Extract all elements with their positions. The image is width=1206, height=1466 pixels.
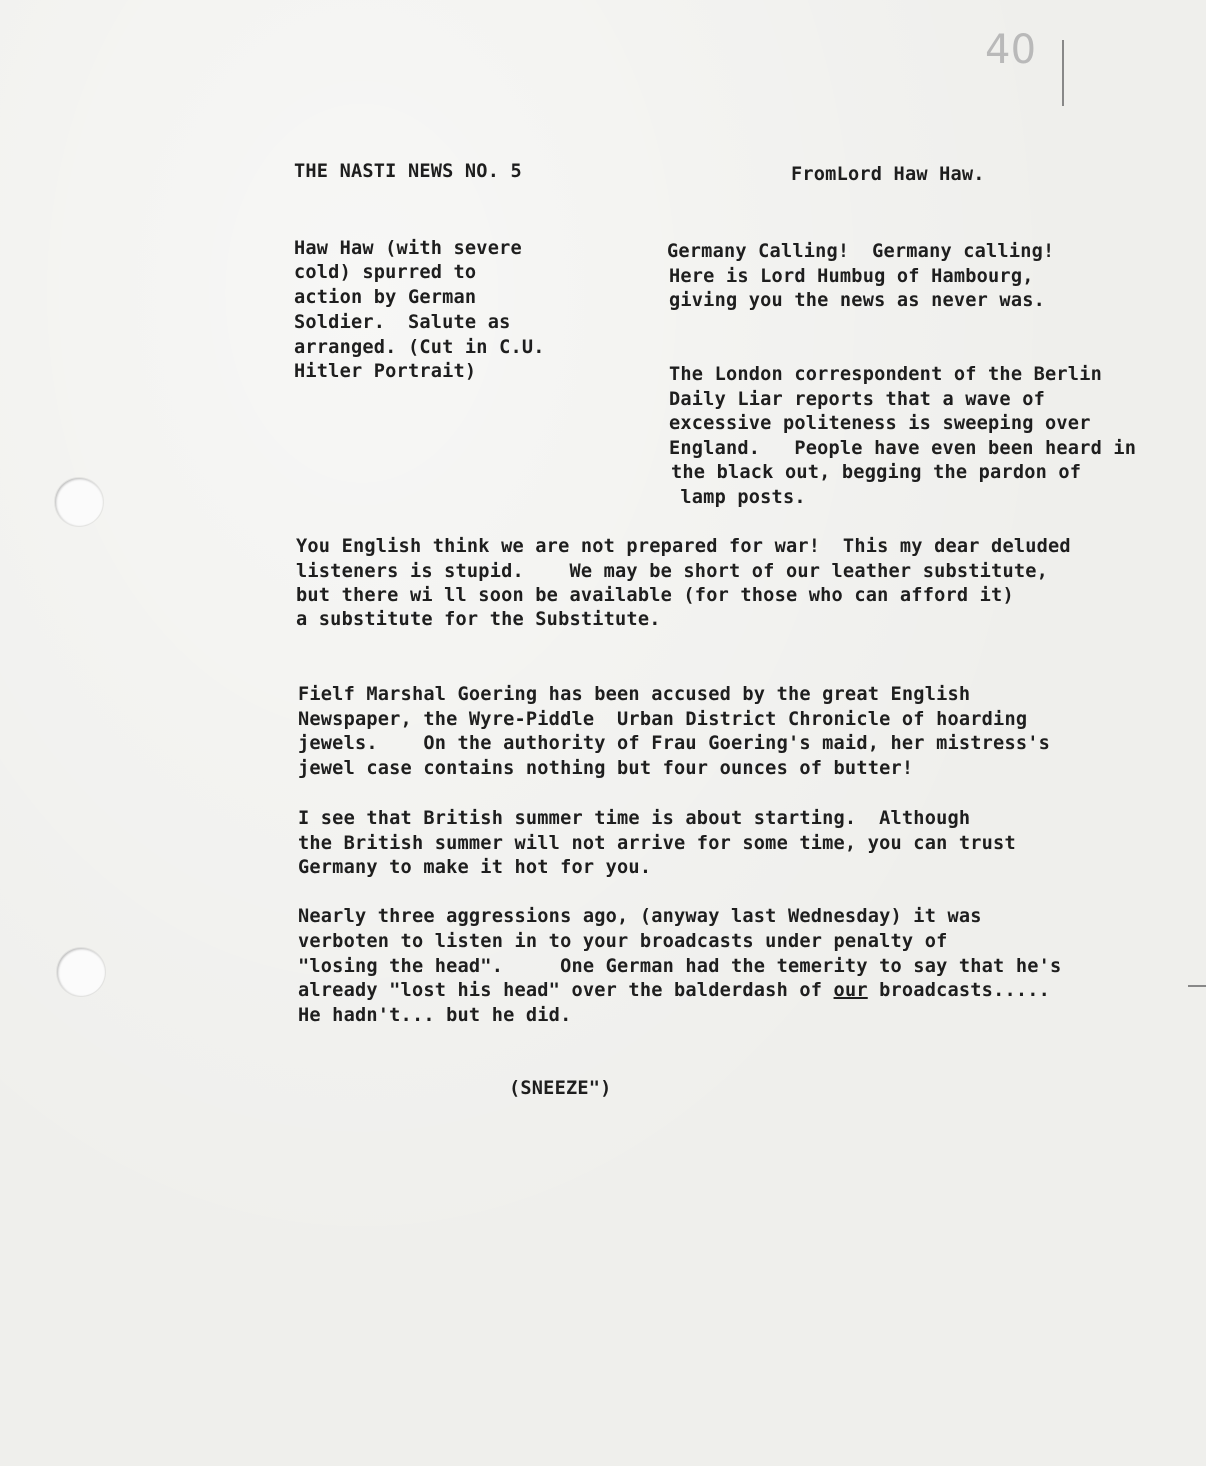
london-line: The London correspondent of the Berlin <box>669 364 1102 385</box>
closing-line: (SNEEZE") <box>509 1078 612 1099</box>
header-title: THE NASTI NEWS NO. 5 <box>294 161 522 182</box>
stage-direction-line: Soldier. Salute as <box>294 312 511 333</box>
war-line: a substitute for the Substitute. <box>296 609 661 630</box>
aggressions-line-text: broadcasts..... <box>867 980 1051 1001</box>
punch-hole-top <box>55 478 103 526</box>
stage-direction-line: action by German <box>294 287 477 308</box>
underlined-word: our <box>833 980 868 1001</box>
goering-line: Fielf Marshal Goering has been accused by the great English <box>298 684 971 705</box>
stage-direction-line: Haw Haw (with severe <box>294 238 522 259</box>
aggressions-line: verboten to listen in to your broadcasts under penalty of <box>298 931 948 952</box>
aggressions-line-text: already "lost his head" over the balderdash of <box>298 980 834 1001</box>
punch-hole-bottom <box>57 948 105 996</box>
london-line: Daily Liar reports that a wave of <box>669 389 1046 410</box>
stage-direction-line: arranged. (Cut in C.U. <box>294 337 545 358</box>
london-line: lamp posts. <box>669 487 806 508</box>
summer-line: Germany to make it hot for you. <box>298 857 652 878</box>
aggressions-line: Nearly three aggressions ago, (anyway last Wednesday) it was <box>298 906 982 927</box>
stage-direction-line: cold) spurred to <box>294 262 477 283</box>
goering-line: Newspaper, the Wyre-Piddle Urban District Chronicle of hoarding <box>298 709 1028 730</box>
london-line: excessive politeness is sweeping over <box>669 413 1091 434</box>
goering-line: jewel case contains nothing but four ounces of butter! <box>298 758 914 779</box>
goering-line: jewels. On the authority of Frau Goering's maid, her mistress's <box>298 733 1051 754</box>
war-line: You English think we are not prepared for war! This my dear deluded <box>296 536 1071 557</box>
right-edge-mark <box>1188 985 1206 987</box>
summer-line: the British summer will not arrive for some time, you can trust <box>298 833 1016 854</box>
london-line: England. People have even been heard in <box>669 438 1137 459</box>
intro-line: Germany Calling! Germany calling! <box>667 241 1055 262</box>
aggressions-line <box>298 979 1050 1004</box>
header-from: FromLord Haw Haw. <box>791 164 985 185</box>
corner-note: 40 <box>985 27 1037 73</box>
war-line: listeners is stupid. We may be short of our leather substitute, <box>296 561 1049 582</box>
war-line: but there wi ll soon be available (for those who can afford it) <box>296 585 1014 606</box>
intro-line: giving you the news as never was. <box>669 290 1046 311</box>
london-line: the black out, begging the pardon of <box>671 462 1082 483</box>
summer-line: I see that British summer time is about starting. Although <box>298 808 971 829</box>
intro-line: Here is Lord Humbug of Hambourg, <box>669 266 1034 287</box>
stage-direction-line: Hitler Portrait) <box>294 361 477 382</box>
aggressions-line: "losing the head". One German had the temerity to say that he's <box>298 956 1062 977</box>
margin-mark <box>1062 40 1064 106</box>
aggressions-line: He hadn't... but he did. <box>298 1005 572 1026</box>
